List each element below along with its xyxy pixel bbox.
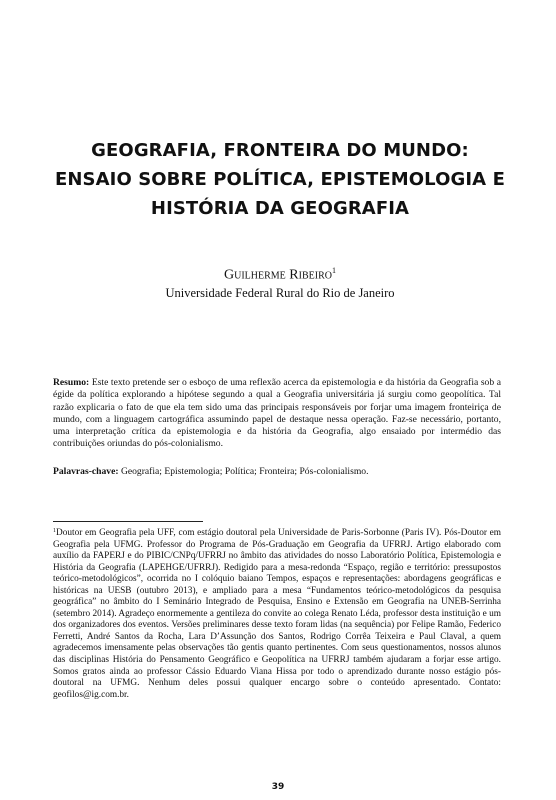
page-number: 39 [271,782,285,792]
keywords-label: Palavras-chave: [53,466,119,477]
article-title [40,136,520,223]
author-affiliation: Universidade Federal Rural do Rio de Janeiro [165,285,395,300]
keywords-text: Geografia; Epistemologia; Política; Fronteira; Pós-colonialismo. [120,466,369,477]
title-line-3: HISTÓRIA DA GEOGRAFIA [150,198,410,219]
author-block [120,262,440,301]
author-name [120,262,440,284]
abstract-text: Este texto pretende ser o esboço de uma reflexão acerca da epistemologia e da história da Geografia sob a égide da política explorando a hipótese segundo a qual a Geografia universitária já surgiu como geopolítica. Tal razão explicaria o fato de que ela tem sido uma das principais responsáveis por forjar uma imagem fronteiriça de mundo, com a linguagem cartográfica assumindo papel de destaque nessa operação. Faz-se necessário, portanto, uma interpretação crítica da epistemologia e da história da Geografia, algo ensaiado por intermédio das contribuições oriundas do pós-colonialismo. [53,377,501,450]
abstract [53,377,501,451]
abstract-label: Resumo: [53,377,90,388]
keywords [53,466,501,478]
footnote-separator [53,521,203,522]
footnote-marker: 1 [53,528,56,534]
author-name-text: Guilherme Ribeiro [224,267,332,283]
title-line-2: ENSAIO SOBRE POLÍTICA, EPISTEMOLOGIA E [55,169,505,190]
footnote-text: Doutor em Geografia pela UFF, com estágio doutoral pela Universidade de Paris-Sorbonne (Paris IV). Pós-Doutor em Geografia pela UFMG. Professor do Programa de Pós-Graduação em Geografia da UFRRJ. Artigo elaborado com auxílio da FAPERJ e do PIBIC/CNPq/UFRRJ no âmbito das atividades do nosso Laboratório Política, Epistemologia e História da Geografia (LAPEHGE/UFRRJ). Redigido para a mesa-redonda “Espaço, região e território: pressupostos teórico-metodológicos”, ocorrida no I colóquio baiano Tempos, espaços e representações: abordagens geográficas e históricas na UESB (outubro 2013), e ampliado para a mesa “Fundamentos teórico-metodológicos da pesquisa geográfica” no âmbito do I Seminário Integrado de Pesquisa, Ensino e Extensão em Geografia na UNEB-Serrinha (setembro 2014). Agradeço enormemente a gentileza do convite ao colega Renato Léda, professor desta instituição e um dos organizadores dos eventos. Versões preliminares desse texto foram lidas (na sequência) por Felipe Ramão, Federico Ferretti, André Santos da Rocha, Lara D’Assunção dos Santos, Rodrigo Corrêa Teixeira e Paul Claval, a quem agradecemos imensamente pelas observações tão gentis quanto pertinentes. Com seus questionamentos, nossos alunos das disciplinas História do Pensamento Geográfico e Geopolítica na UFRRJ também ajudaram a forjar esse artigo. Somos gratos ainda ao professor Cássio Eduardo Viana Hissa por todo o aprendizado durante nosso estágio pós-doutoral na UFMG. Nenhum deles possui qualquer encargo sobre o conteúdo apresentado. Contato: geofilos@ig.com.br. [53,528,501,700]
footnote [53,528,501,701]
title-line-1: GEOGRAFIA, FRONTEIRA DO MUNDO: [91,140,469,161]
author-footnote-marker[interactable]: 1 [331,266,336,275]
